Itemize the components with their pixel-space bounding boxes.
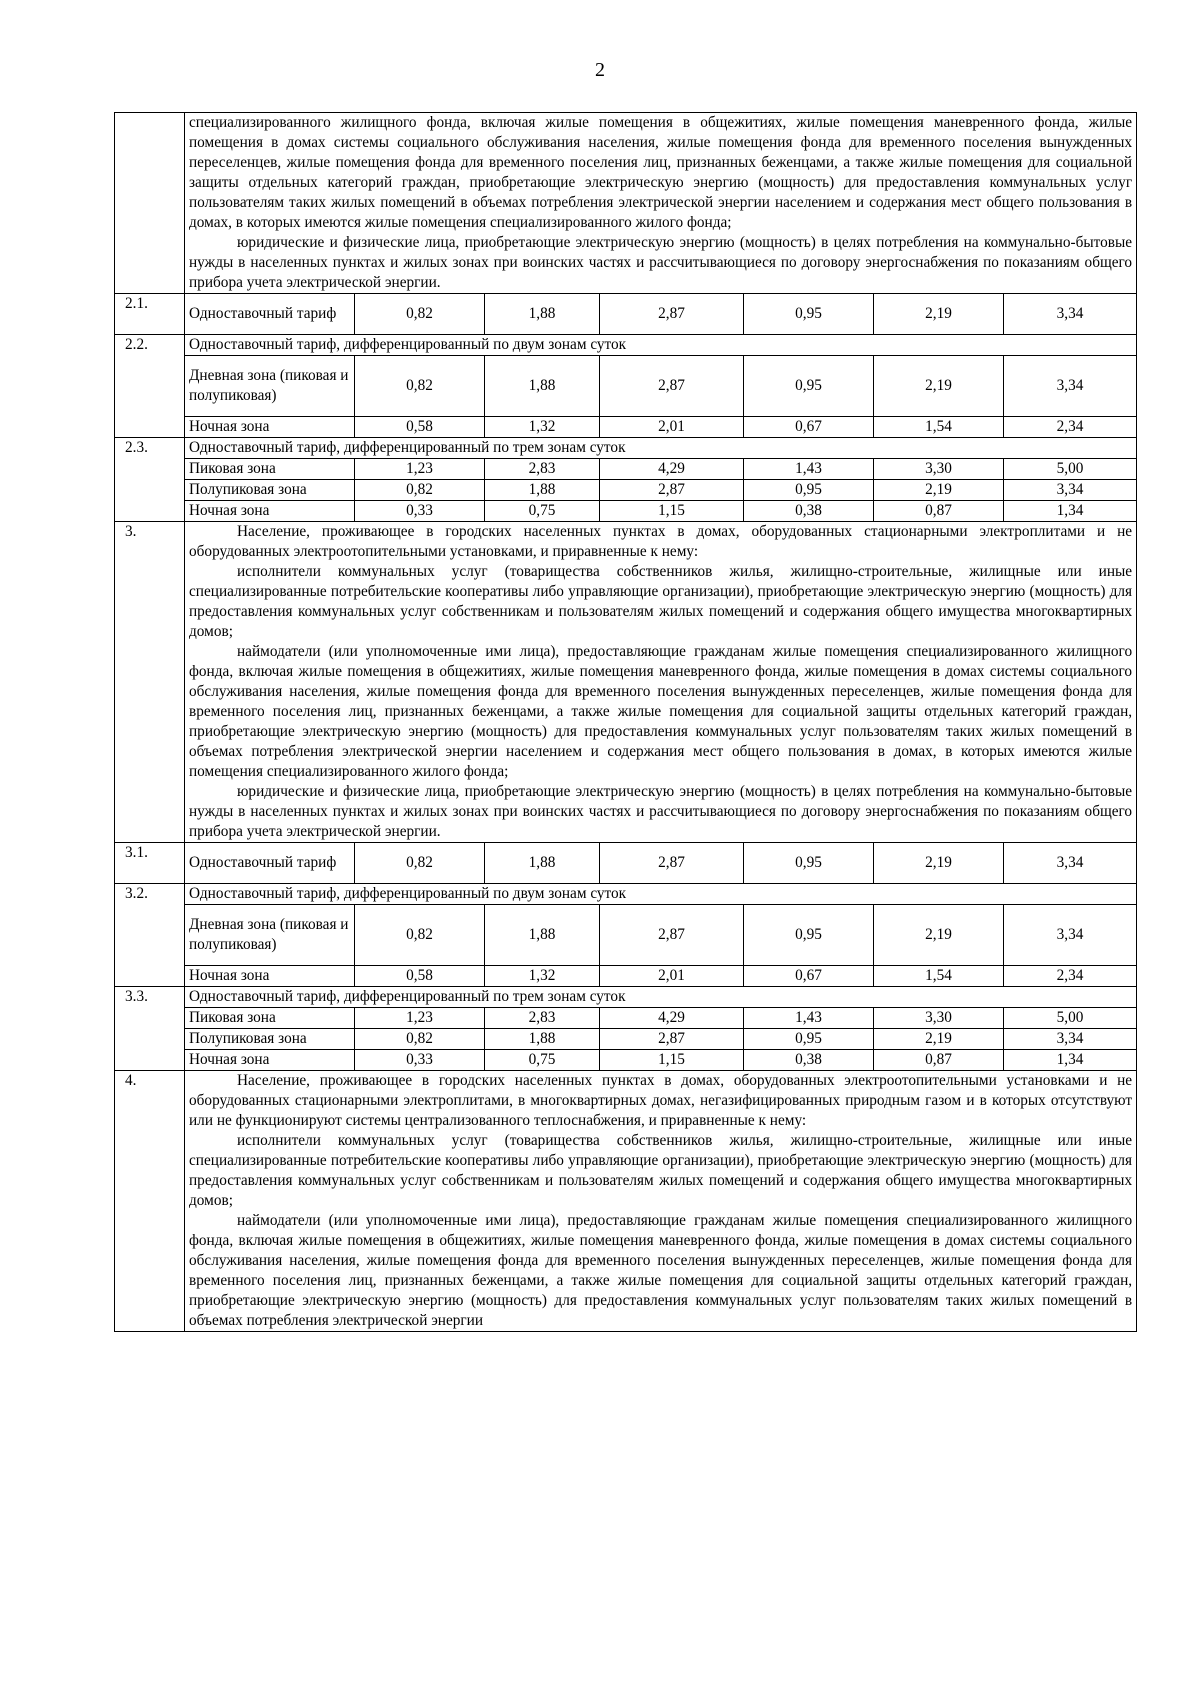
table-row <box>115 1029 1137 1050</box>
cell-value: 2,87 <box>600 1029 744 1050</box>
cell-value: 4,29 <box>600 459 744 480</box>
cell-value: 1,32 <box>485 966 600 987</box>
cell-value: 2,19 <box>874 1029 1004 1050</box>
table-row <box>115 987 1137 1008</box>
cell-value: 1,23 <box>355 1008 485 1029</box>
cell-value: 0,82 <box>355 356 485 417</box>
table-row <box>115 966 1137 987</box>
row-label: Пиковая зона <box>185 459 355 480</box>
table-row <box>115 438 1137 459</box>
table-row <box>115 501 1137 522</box>
cell-value: 3,30 <box>874 459 1004 480</box>
table-row <box>115 113 1137 294</box>
row-number: 2.1. <box>115 294 185 335</box>
cell-value: 0,87 <box>874 501 1004 522</box>
row-label: Одноставочный тариф <box>185 843 355 884</box>
cell-value: 0,95 <box>744 356 874 417</box>
tariff-table <box>114 112 1137 1332</box>
page-number: 2 <box>595 59 605 81</box>
row-number: 3.3. <box>115 987 185 1071</box>
table-row <box>115 459 1137 480</box>
paragraph: специализированного жилищного фонда, включая жилые помещения в общежитиях, жилые помещения маневренного фонда, жилые помещения в домах системы социального обслуживания населения, жилые помещения фонда для временного поселения вынужденных переселенцев, жилые помещения фонда для временного поселения лиц, признанных беженцами, а также жилые помещения для социальной защиты отдельных категорий граждан, приобретающие электрическую энергию (мощность) для предоставления коммунальных услуг пользователям таких жилых помещений в объемах потребления электрической энергии населением и содержания мест общего пользования в домах, в которых имеются жилые помещения специализированного жилого фонда; <box>189 114 1133 231</box>
cell-value: 0,87 <box>874 1050 1004 1071</box>
row-label: Одноставочный тариф <box>185 294 355 335</box>
row-number: 3.1. <box>115 843 185 884</box>
cell-value: 2,19 <box>874 294 1004 335</box>
cell-value: 3,30 <box>874 1008 1004 1029</box>
cell-value: 3,34 <box>1004 480 1137 501</box>
paragraph: исполнители коммунальных услуг (товарищества собственников жилья, жилищно-строительные, жилищные или иные специализированные потребительские кооперативы либо управляющие организации), приобретающие электрическую энергию (мощность) для предоставления коммунальных услуг собственникам и пользователям жилых помещений и содержания общего имущества многоквартирных домов; <box>189 1132 1133 1209</box>
cell-value: 2,34 <box>1004 966 1137 987</box>
section-text <box>185 522 1137 843</box>
row-label: Ночная зона <box>185 966 355 987</box>
table-row <box>115 1008 1137 1029</box>
row-label: Ночная зона <box>185 417 355 438</box>
table-row <box>115 843 1137 884</box>
row-label: Пиковая зона <box>185 1008 355 1029</box>
paragraph: юридические и физические лица, приобретающие электрическую энергию (мощность) в целях потребления на коммунально-бытовые нужды в населенных пунктах и жилых зонах при воинских частях и рассчитывающиеся по договору энергоснабжения по показаниям общего прибора учета электрической энергии. <box>189 783 1133 840</box>
cell-value: 0,75 <box>485 1050 600 1071</box>
row-number: 2.2. <box>115 335 185 438</box>
cell-value: 0,33 <box>355 501 485 522</box>
table-row <box>115 884 1137 905</box>
cell-value: 0,82 <box>355 843 485 884</box>
cell-value: 1,54 <box>874 417 1004 438</box>
row-label: Дневная зона (пиковая и полупиковая) <box>185 356 355 417</box>
paragraph: Население, проживающее в городских населенных пунктах в домах, оборудованных электроотопительными установками и не оборудованных стационарными электроплитами, в многоквартирных домах, негазифицированных природным газом и в которых отсутствуют или не функционируют системы централизованного теплоснабжения, и приравненные к нему: <box>189 1072 1133 1129</box>
cell-value: 1,88 <box>485 480 600 501</box>
paragraph: наймодатели (или уполномоченные ими лица), предоставляющие гражданам жилые помещения специализированного жилищного фонда, включая жилые помещения в общежитиях, жилые помещения маневренного фонда, жилые помещения в домах системы социального обслуживания населения, жилые помещения фонда для временного поселения вынужденных переселенцев, жилые помещения фонда для временного поселения лиц, признанных беженцами, а также жилые помещения для социальной защиты отдельных категорий граждан, приобретающие электрическую энергию (мощность) для предоставления коммунальных услуг пользователям таких жилых помещений в объемах потребления электрической энергии населением и содержания мест общего пользования в домах, в которых имеются жилые помещения специализированного жилого фонда; <box>189 643 1133 780</box>
cell-value: 0,33 <box>355 1050 485 1071</box>
cell-value: 0,38 <box>744 1050 874 1071</box>
cell-value: 2,87 <box>600 480 744 501</box>
row-label: Одноставочный тариф, дифференцированный по двум зонам суток <box>185 884 1137 905</box>
row-label: Одноставочный тариф, дифференцированный по двум зонам суток <box>185 335 1137 356</box>
cell-value: 2,87 <box>600 905 744 966</box>
cell-value: 0,67 <box>744 966 874 987</box>
cell-value: 0,82 <box>355 905 485 966</box>
cell-value: 1,43 <box>744 459 874 480</box>
table-row <box>115 905 1137 966</box>
cell-value: 3,34 <box>1004 843 1137 884</box>
cell-value: 2,87 <box>600 294 744 335</box>
row-label: Полупиковая зона <box>185 480 355 501</box>
cell-value: 2,87 <box>600 843 744 884</box>
cell-value: 1,43 <box>744 1008 874 1029</box>
cell-value: 0,95 <box>744 294 874 335</box>
cell-value: 1,88 <box>485 843 600 884</box>
cell-value: 4,29 <box>600 1008 744 1029</box>
cell-value: 2,83 <box>485 459 600 480</box>
table-row <box>115 1071 1137 1332</box>
cell-value: 3,34 <box>1004 356 1137 417</box>
cell-value: 0,58 <box>355 417 485 438</box>
cell-value: 2,19 <box>874 480 1004 501</box>
intro-text <box>185 113 1137 294</box>
cell-value: 2,34 <box>1004 417 1137 438</box>
cell-value: 5,00 <box>1004 1008 1137 1029</box>
paragraph: Население, проживающее в городских населенных пунктах в домах, оборудованных стационарными электроплитами и не оборудованных электроотопительными установками, и приравненные к нему: <box>189 523 1133 560</box>
row-label: Одноставочный тариф, дифференцированный по трем зонам суток <box>185 987 1137 1008</box>
section-text <box>185 1071 1137 1332</box>
cell-value: 0,58 <box>355 966 485 987</box>
paragraph: юридические и физические лица, приобретающие электрическую энергию (мощность) в целях потребления на коммунально-бытовые нужды в населенных пунктах и жилых зонах при воинских частях и рассчитывающиеся по договору энергоснабжения по показаниям общего прибора учета электрической энергии. <box>189 234 1133 291</box>
cell-value: 1,32 <box>485 417 600 438</box>
cell-value: 1,15 <box>600 1050 744 1071</box>
row-number: 2.3. <box>115 438 185 522</box>
cell-value: 2,01 <box>600 417 744 438</box>
row-label: Полупиковая зона <box>185 1029 355 1050</box>
table-row <box>115 356 1137 417</box>
cell-value: 1,88 <box>485 356 600 417</box>
cell-value: 1,88 <box>485 294 600 335</box>
cell-value: 0,95 <box>744 843 874 884</box>
paragraph: исполнители коммунальных услуг (товарищества собственников жилья, жилищно-строительные, жилищные или иные специализированные потребительские кооперативы либо управляющие организации), приобретающие электрическую энергию (мощность) для предоставления коммунальных услуг собственникам и пользователям жилых помещений и содержания общего имущества многоквартирных домов; <box>189 563 1133 640</box>
cell-value: 0,95 <box>744 1029 874 1050</box>
table-row <box>115 335 1137 356</box>
cell-value: 0,95 <box>744 480 874 501</box>
cell-value: 0,38 <box>744 501 874 522</box>
table-row <box>115 480 1137 501</box>
cell-value: 3,34 <box>1004 294 1137 335</box>
paragraph: наймодатели (или уполномоченные ими лица), предоставляющие гражданам жилые помещения специализированного жилищного фонда, включая жилые помещения в общежитиях, жилые помещения маневренного фонда, жилые помещения в домах системы социального обслуживания населения, жилые помещения фонда для временного поселения вынужденных переселенцев, жилые помещения фонда для временного поселения лиц, признанных беженцами, а также жилые помещения для социальной защиты отдельных категорий граждан, приобретающие электрическую энергию (мощность) для предоставления коммунальных услуг пользователям таких жилых помещений в объемах потребления электрической энергии <box>189 1212 1133 1329</box>
table-row <box>115 1050 1137 1071</box>
cell-value: 2,01 <box>600 966 744 987</box>
cell-value: 2,19 <box>874 356 1004 417</box>
cell-value: 5,00 <box>1004 459 1137 480</box>
row-number <box>115 113 185 294</box>
cell-value: 1,88 <box>485 1029 600 1050</box>
cell-value: 1,15 <box>600 501 744 522</box>
cell-value: 2,83 <box>485 1008 600 1029</box>
cell-value: 0,82 <box>355 294 485 335</box>
row-label: Ночная зона <box>185 1050 355 1071</box>
cell-value: 0,67 <box>744 417 874 438</box>
cell-value: 1,34 <box>1004 1050 1137 1071</box>
cell-value: 1,88 <box>485 905 600 966</box>
cell-value: 0,82 <box>355 480 485 501</box>
cell-value: 2,19 <box>874 843 1004 884</box>
cell-value: 0,75 <box>485 501 600 522</box>
cell-value: 1,34 <box>1004 501 1137 522</box>
cell-value: 3,34 <box>1004 905 1137 966</box>
row-label: Дневная зона (пиковая и полупиковая) <box>185 905 355 966</box>
cell-value: 0,95 <box>744 905 874 966</box>
cell-value: 2,19 <box>874 905 1004 966</box>
table-row <box>115 294 1137 335</box>
row-label: Ночная зона <box>185 501 355 522</box>
cell-value: 2,87 <box>600 356 744 417</box>
cell-value: 1,23 <box>355 459 485 480</box>
table-row <box>115 522 1137 843</box>
cell-value: 3,34 <box>1004 1029 1137 1050</box>
cell-value: 1,54 <box>874 966 1004 987</box>
row-number: 3. <box>115 522 185 843</box>
row-number: 3.2. <box>115 884 185 987</box>
table-row <box>115 417 1137 438</box>
row-label: Одноставочный тариф, дифференцированный по трем зонам суток <box>185 438 1137 459</box>
row-number: 4. <box>115 1071 185 1332</box>
cell-value: 0,82 <box>355 1029 485 1050</box>
